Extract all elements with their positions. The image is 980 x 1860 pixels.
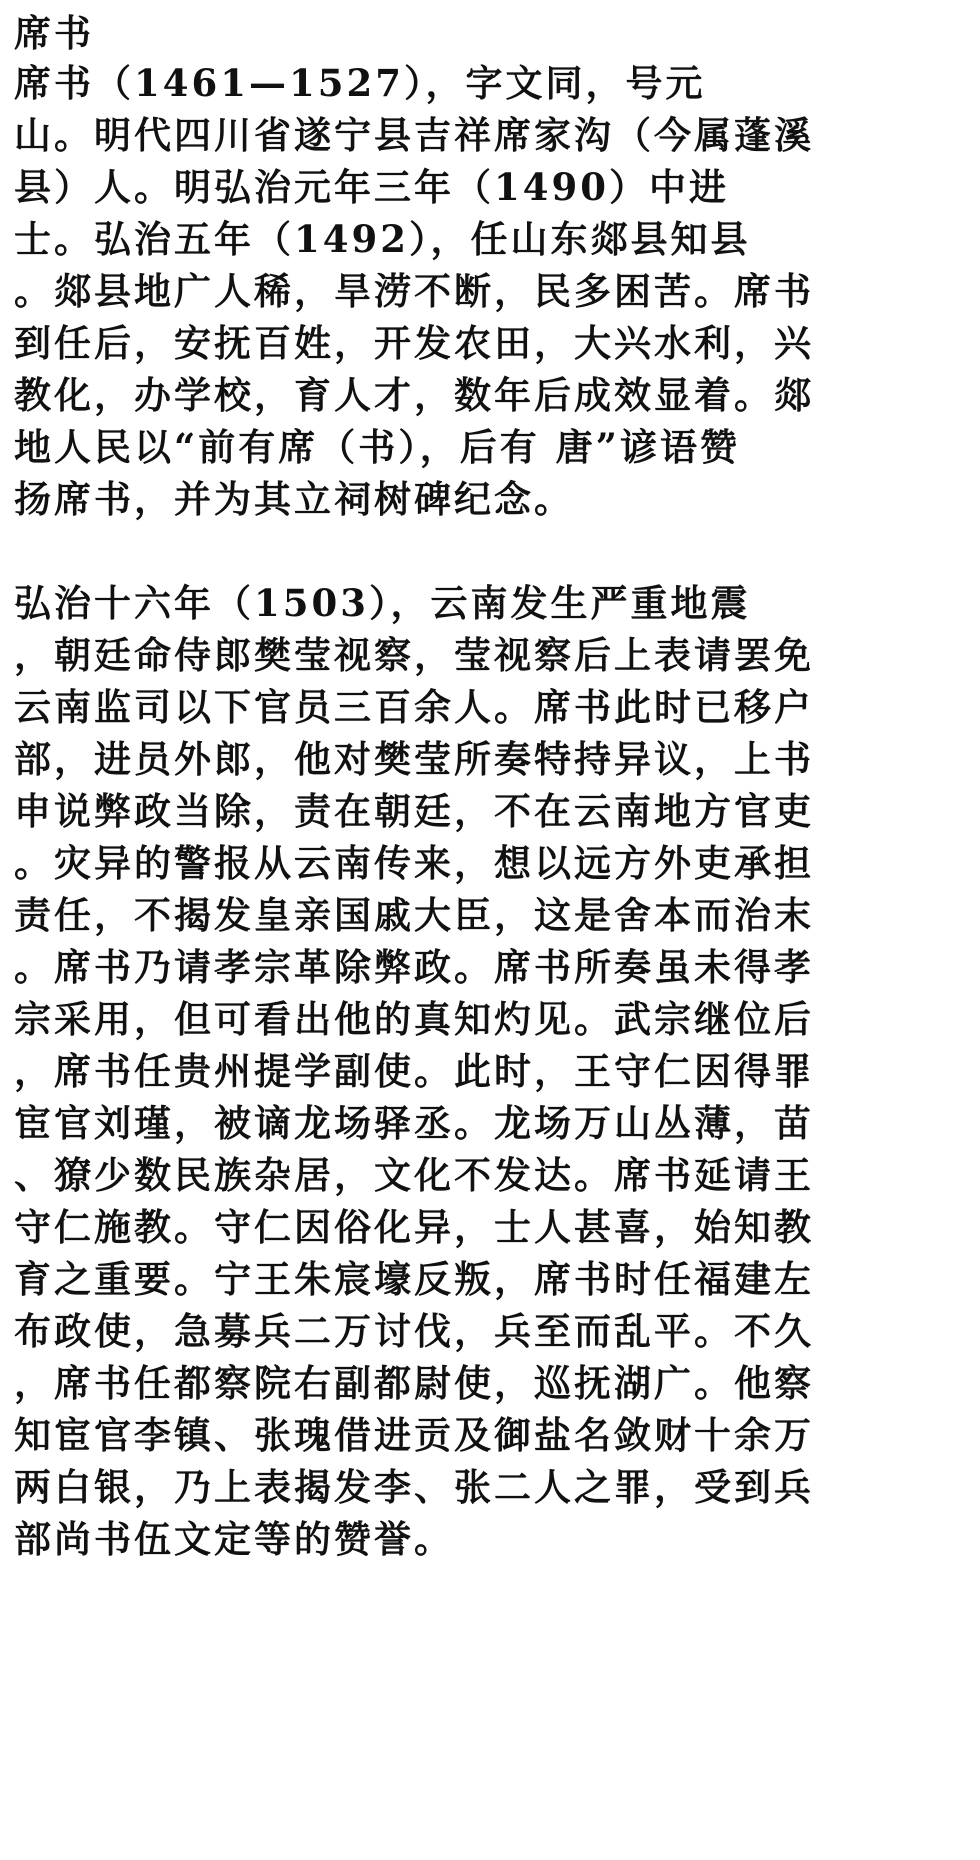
paragraph2-line-15: 布政使，急募兵二万讨伐，兵至而乱平。不久	[14, 1309, 814, 1353]
paragraph2-line-12: 、獠少数民族杂居，文化不发达。席书延请王	[14, 1153, 814, 1197]
paragraph2-line-9: 宗采用，但可看出他的真知灼见。武宗继位后	[14, 997, 814, 1041]
paragraph1-line-5: 。郯县地广人稀，旱涝不断，民多困苦。席书	[14, 269, 814, 313]
paragraph1-line-6: 到任后，安抚百姓，开发农田，大兴水利，兴	[14, 321, 814, 365]
paragraph2-line-18: 两白银，乃上表揭发李、张二人之罪，受到兵	[14, 1465, 814, 1509]
paragraph2-line-10: ，席书任贵州提学副使。此时，王守仁因得罪	[14, 1049, 814, 1093]
paragraph2-line-6: 。灾异的警报从云南传来，想以远方外吏承担	[14, 841, 814, 885]
document-title: 席书	[14, 11, 94, 55]
paragraph1-line-2: 山。明代四川省遂宁县吉祥席家沟（今属蓬溪	[14, 113, 814, 157]
paragraph1-line-1: 席书（1461—1527），字文同，号元	[14, 61, 706, 105]
paragraph1-line-4: 士。弘治五年（1492），任山东郯县知县	[14, 217, 751, 261]
paragraph2-line-3: 云南监司以下官员三百余人。席书此时已移户	[14, 685, 814, 729]
paragraph1-line-9: 扬席书，并为其立祠树碑纪念。	[14, 477, 574, 521]
paragraph2-line-17: 知宦官李镇、张瑰借进贡及御盐名敛财十余万	[14, 1413, 814, 1457]
paragraph1-line-8: 地人民以“前有席（书），后有 唐”谚语赞	[14, 425, 740, 469]
paragraph2-line-13: 守仁施教。守仁因俗化异，士人甚喜，始知教	[14, 1205, 814, 1249]
paragraph1-line-3: 县）人。明弘治元年三年（1490）中进	[14, 165, 729, 209]
paragraph2-line-2: ，朝廷命侍郎樊莹视察，莹视察后上表请罢免	[14, 633, 814, 677]
paragraph2-line-7: 责任，不揭发皇亲国戚大臣，这是舍本而治末	[14, 893, 814, 937]
paragraph2-line-16: ，席书任都察院右副都尉使，巡抚湖广。他察	[14, 1361, 814, 1405]
paragraph2-line-14: 育之重要。宁王朱宸壕反叛，席书时任福建左	[14, 1257, 814, 1301]
paragraph2-line-11: 宦官刘瑾，被谪龙场驿丞。龙场万山丛薄，苗	[14, 1101, 814, 1145]
paragraph2-line-8: 。席书乃请孝宗革除弊政。席书所奏虽未得孝	[14, 945, 814, 989]
paragraph2-line-1: 弘治十六年（1503），云南发生严重地震	[14, 581, 751, 625]
paragraph2-line-19: 部尚书伍文定等的赞誉。	[14, 1517, 454, 1561]
paragraph2-line-5: 申说弊政当除，责在朝廷，不在云南地方官吏	[14, 789, 814, 833]
paragraph2-line-4: 部，进员外郎，他对樊莹所奏特持异议，上书	[14, 737, 814, 781]
paragraph1-line-7: 教化，办学校，育人才，数年后成效显着。郯	[14, 373, 814, 417]
